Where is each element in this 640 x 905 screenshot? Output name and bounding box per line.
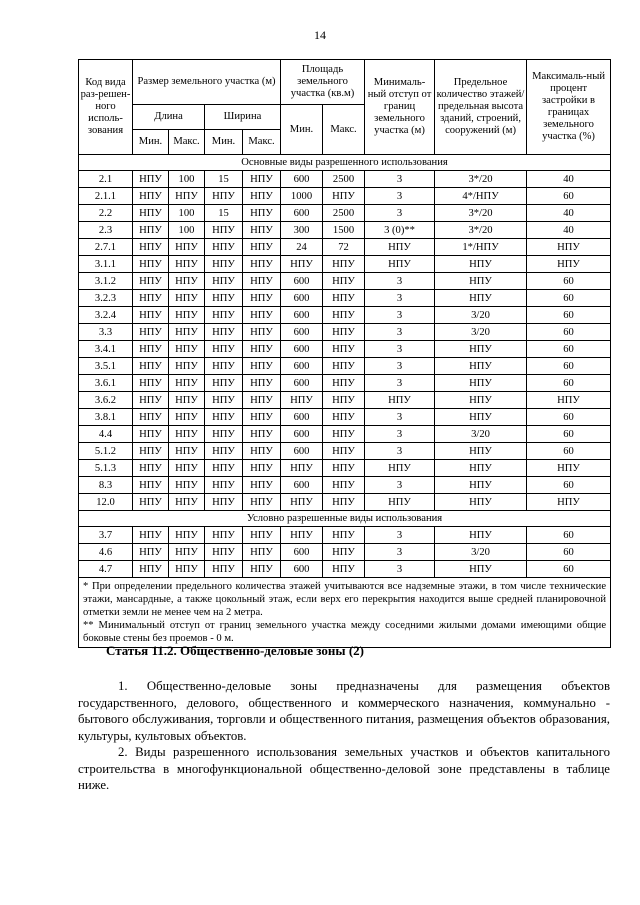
table-cell: НПУ bbox=[365, 460, 435, 477]
table-cell: 3.2.3 bbox=[79, 290, 133, 307]
table-cell: НПУ bbox=[133, 188, 169, 205]
table-row bbox=[79, 239, 611, 256]
table-cell: НПУ bbox=[133, 477, 169, 494]
table-cell: НПУ bbox=[323, 443, 365, 460]
table-cell: 3*/20 bbox=[435, 171, 527, 188]
footnote-2: ** Минимальный отступ от границ земельного участка между соседними жилыми домами имеющими общие боковые стены без проемов - 0 м. bbox=[83, 620, 607, 644]
table-cell: НПУ bbox=[323, 561, 365, 578]
table-cell: НПУ bbox=[281, 460, 323, 477]
table-cell: НПУ bbox=[323, 324, 365, 341]
table-cell: 4*/НПУ bbox=[435, 188, 527, 205]
table-row bbox=[79, 527, 611, 544]
header-code: Код вида раз-решен-ного исполь-зования bbox=[79, 60, 133, 155]
table-cell: НПУ bbox=[435, 477, 527, 494]
table-cell: НПУ bbox=[281, 256, 323, 273]
table-cell: НПУ bbox=[243, 307, 281, 324]
table-cell: НПУ bbox=[243, 375, 281, 392]
table-cell: НПУ bbox=[205, 290, 243, 307]
table-cell: НПУ bbox=[243, 494, 281, 511]
table-cell: НПУ bbox=[205, 443, 243, 460]
table-cell: НПУ bbox=[133, 307, 169, 324]
table-cell: НПУ bbox=[243, 171, 281, 188]
zoning-parameters-table bbox=[78, 59, 611, 648]
table-row bbox=[79, 290, 611, 307]
table-cell: 4.6 bbox=[79, 544, 133, 561]
table-cell: НПУ bbox=[435, 256, 527, 273]
table-cell: НПУ bbox=[323, 188, 365, 205]
table-cell: НПУ bbox=[243, 544, 281, 561]
table-cell: 3 bbox=[365, 205, 435, 222]
table-cell: 12.0 bbox=[79, 494, 133, 511]
table-cell: НПУ bbox=[243, 561, 281, 578]
table-row bbox=[79, 273, 611, 290]
table-cell: 8.3 bbox=[79, 477, 133, 494]
table-cell: НПУ bbox=[133, 426, 169, 443]
table-cell: НПУ bbox=[527, 494, 611, 511]
table-cell: НПУ bbox=[205, 341, 243, 358]
table-cell: НПУ bbox=[169, 290, 205, 307]
table-row bbox=[79, 561, 611, 578]
table-cell: НПУ bbox=[243, 256, 281, 273]
table-cell: 3*/20 bbox=[435, 222, 527, 239]
table-cell: НПУ bbox=[435, 494, 527, 511]
table-cell: 40 bbox=[527, 205, 611, 222]
table-cell: 300 bbox=[281, 222, 323, 239]
table-cell: 3*/20 bbox=[435, 205, 527, 222]
table-cell: НПУ bbox=[205, 494, 243, 511]
table-cell: НПУ bbox=[205, 188, 243, 205]
table-cell: 3 bbox=[365, 324, 435, 341]
table-cell: НПУ bbox=[365, 256, 435, 273]
header-area-min: Мин. bbox=[281, 105, 323, 155]
table-cell: 15 bbox=[205, 171, 243, 188]
table-cell: НПУ bbox=[133, 561, 169, 578]
table-cell: 4.7 bbox=[79, 561, 133, 578]
table-cell: 2.1.1 bbox=[79, 188, 133, 205]
table-cell: НПУ bbox=[243, 426, 281, 443]
table-cell: 3 bbox=[365, 426, 435, 443]
table-cell: 3/20 bbox=[435, 426, 527, 443]
table-cell: 3 bbox=[365, 307, 435, 324]
table-cell: НПУ bbox=[365, 392, 435, 409]
table-cell: НПУ bbox=[435, 290, 527, 307]
table-cell: 600 bbox=[281, 544, 323, 561]
table-cell: НПУ bbox=[243, 477, 281, 494]
table-cell: НПУ bbox=[435, 358, 527, 375]
table-cell: НПУ bbox=[243, 222, 281, 239]
table-cell: 100 bbox=[169, 205, 205, 222]
table-cell: НПУ bbox=[323, 375, 365, 392]
table-cell: НПУ bbox=[323, 527, 365, 544]
table-cell: НПУ bbox=[323, 392, 365, 409]
table-cell: НПУ bbox=[205, 426, 243, 443]
table-cell: НПУ bbox=[323, 256, 365, 273]
table-cell: 3.7 bbox=[79, 527, 133, 544]
table-cell: НПУ bbox=[323, 544, 365, 561]
table-row bbox=[79, 392, 611, 409]
table-cell: НПУ bbox=[243, 188, 281, 205]
table-cell: НПУ bbox=[205, 239, 243, 256]
table-cell: НПУ bbox=[205, 324, 243, 341]
table-cell: НПУ bbox=[205, 392, 243, 409]
table-cell: НПУ bbox=[169, 273, 205, 290]
table-cell: 2.7.1 bbox=[79, 239, 133, 256]
paragraph-2: 2. Виды разрешенного использования земельных участков и объектов капитального строительства в многофункциональной общественно-деловой зоне представлены в таблице ниже. bbox=[78, 745, 610, 792]
table-cell: 3/20 bbox=[435, 544, 527, 561]
table-cell: НПУ bbox=[323, 494, 365, 511]
table-cell: 60 bbox=[527, 273, 611, 290]
table-cell: НПУ bbox=[205, 409, 243, 426]
table-cell: НПУ bbox=[169, 477, 205, 494]
table-cell: НПУ bbox=[435, 443, 527, 460]
table-cell: 60 bbox=[527, 358, 611, 375]
table-cell: НПУ bbox=[281, 392, 323, 409]
table-cell: НПУ bbox=[133, 222, 169, 239]
table-cell: 60 bbox=[527, 341, 611, 358]
table-cell: НПУ bbox=[365, 239, 435, 256]
table-cell: НПУ bbox=[133, 358, 169, 375]
table-cell: НПУ bbox=[243, 341, 281, 358]
table-cell: НПУ bbox=[169, 375, 205, 392]
article-title: Статья 11.2. Общественно-деловые зоны (2) bbox=[106, 643, 364, 658]
article-body bbox=[78, 678, 610, 794]
table-cell: НПУ bbox=[281, 527, 323, 544]
table-cell: 3 bbox=[365, 477, 435, 494]
table-cell: НПУ bbox=[205, 544, 243, 561]
table-cell: 72 bbox=[323, 239, 365, 256]
table-cell: 5.1.2 bbox=[79, 443, 133, 460]
table-cell: НПУ bbox=[323, 460, 365, 477]
table-cell: НПУ bbox=[323, 341, 365, 358]
table-cell: НПУ bbox=[435, 273, 527, 290]
header-width-max: Макс. bbox=[243, 130, 281, 155]
table-cell: НПУ bbox=[323, 358, 365, 375]
table-cell: 600 bbox=[281, 171, 323, 188]
table-cell: 3 bbox=[365, 561, 435, 578]
table-cell: НПУ bbox=[169, 307, 205, 324]
table-cell: НПУ bbox=[323, 426, 365, 443]
table-cell: НПУ bbox=[133, 324, 169, 341]
table-cell: 600 bbox=[281, 273, 323, 290]
page-number: 14 bbox=[314, 28, 326, 42]
header-length: Длина bbox=[133, 105, 205, 130]
table-cell: 100 bbox=[169, 222, 205, 239]
table-row bbox=[79, 409, 611, 426]
table-cell: НПУ bbox=[169, 239, 205, 256]
table-cell: НПУ bbox=[243, 358, 281, 375]
table-cell: НПУ bbox=[205, 527, 243, 544]
table-cell: 600 bbox=[281, 561, 323, 578]
table-cell: 3 bbox=[365, 290, 435, 307]
table-cell: НПУ bbox=[243, 273, 281, 290]
table-cell: 600 bbox=[281, 290, 323, 307]
table-cell: 40 bbox=[527, 171, 611, 188]
table-cell: НПУ bbox=[133, 392, 169, 409]
table-cell: 3.8.1 bbox=[79, 409, 133, 426]
table-cell: 5.1.3 bbox=[79, 460, 133, 477]
table-cell: 600 bbox=[281, 358, 323, 375]
table-cell: НПУ bbox=[435, 561, 527, 578]
table-cell: 3 bbox=[365, 341, 435, 358]
header-area-max: Макс. bbox=[323, 105, 365, 155]
table-row bbox=[79, 188, 611, 205]
table-cell: 60 bbox=[527, 324, 611, 341]
table-cell: 60 bbox=[527, 544, 611, 561]
table-cell: НПУ bbox=[169, 527, 205, 544]
table-row bbox=[79, 205, 611, 222]
table-cell: НПУ bbox=[169, 426, 205, 443]
table-cell: 600 bbox=[281, 341, 323, 358]
table-cell: 60 bbox=[527, 375, 611, 392]
table-cell: 100 bbox=[169, 171, 205, 188]
table-cell: НПУ bbox=[435, 375, 527, 392]
header-width: Ширина bbox=[205, 105, 281, 130]
footnote-1: * При определении предельного количества этажей учитываются все надземные этажи, в том числе технические этажи, мансардные, а также цокольный этаж, если верх его перекрытия находится выше средней планировочной отметки земли не менее чем на 2 метра. bbox=[83, 581, 607, 618]
table-cell: НПУ bbox=[169, 443, 205, 460]
table-cell: НПУ bbox=[365, 494, 435, 511]
table-cell: НПУ bbox=[323, 409, 365, 426]
table-cell: 3 bbox=[365, 409, 435, 426]
table-cell: 60 bbox=[527, 443, 611, 460]
table-row bbox=[79, 460, 611, 477]
table-cell: 600 bbox=[281, 477, 323, 494]
table-cell: НПУ bbox=[205, 273, 243, 290]
table-row bbox=[79, 443, 611, 460]
table-cell: НПУ bbox=[169, 409, 205, 426]
table-row bbox=[79, 256, 611, 273]
table-cell: 60 bbox=[527, 409, 611, 426]
table-cell: 2500 bbox=[323, 205, 365, 222]
table-cell: 2.2 bbox=[79, 205, 133, 222]
table-cell: 3/20 bbox=[435, 307, 527, 324]
table-cell: НПУ bbox=[133, 544, 169, 561]
table-cell: НПУ bbox=[243, 324, 281, 341]
table-cell: НПУ bbox=[169, 392, 205, 409]
table-cell: 60 bbox=[527, 527, 611, 544]
table-cell: 3.1.1 bbox=[79, 256, 133, 273]
table-cell: 3.6.2 bbox=[79, 392, 133, 409]
table-cell: НПУ bbox=[205, 477, 243, 494]
table-row bbox=[79, 222, 611, 239]
table-cell: НПУ bbox=[169, 561, 205, 578]
table-cell: 3.5.1 bbox=[79, 358, 133, 375]
table-cell: 600 bbox=[281, 375, 323, 392]
header-setback: Минималь-ный отступ от границ земельного участка (м) bbox=[365, 60, 435, 155]
table-cell: НПУ bbox=[527, 239, 611, 256]
table-cell: 600 bbox=[281, 409, 323, 426]
table-cell: 60 bbox=[527, 290, 611, 307]
table-cell: НПУ bbox=[435, 341, 527, 358]
table-cell: 3 (0)** bbox=[365, 222, 435, 239]
table-cell: НПУ bbox=[169, 341, 205, 358]
table-cell: 600 bbox=[281, 426, 323, 443]
table-cell: 15 bbox=[205, 205, 243, 222]
table-cell: 3.6.1 bbox=[79, 375, 133, 392]
table-cell: 3.3 bbox=[79, 324, 133, 341]
table-cell: НПУ bbox=[527, 460, 611, 477]
table-cell: НПУ bbox=[133, 205, 169, 222]
table-cell: 1000 bbox=[281, 188, 323, 205]
paragraph-1: 1. Общественно-деловые зоны предназначены для размещения объектов государственного, делового, общественного и коммерческого назначения, коммунально - бытового обслуживания, торговли и общественного питания, размещения объектов образования, культуры, культовых объектов. bbox=[78, 679, 610, 743]
table-cell: НПУ bbox=[205, 375, 243, 392]
table-row bbox=[79, 544, 611, 561]
table-cell: НПУ bbox=[169, 544, 205, 561]
header-plot-size: Размер земельного участка (м) bbox=[133, 60, 281, 105]
table-cell: 600 bbox=[281, 443, 323, 460]
table-cell: НПУ bbox=[323, 290, 365, 307]
table-cell: 2500 bbox=[323, 171, 365, 188]
table-cell: НПУ bbox=[133, 256, 169, 273]
header-coverage: Максималь-ный процент застройки в границах земельного участка (%) bbox=[527, 60, 611, 155]
table-cell: НПУ bbox=[243, 460, 281, 477]
table-cell: 24 bbox=[281, 239, 323, 256]
table-cell: 3.2.4 bbox=[79, 307, 133, 324]
table-row bbox=[79, 307, 611, 324]
section-main-title: Основные виды разрешенного использования bbox=[79, 155, 611, 171]
table-cell: НПУ bbox=[133, 290, 169, 307]
table-cell: 3.1.2 bbox=[79, 273, 133, 290]
table-cell: 1500 bbox=[323, 222, 365, 239]
table-cell: 2.1 bbox=[79, 171, 133, 188]
header-length-min: Мин. bbox=[133, 130, 169, 155]
table-cell: НПУ bbox=[205, 256, 243, 273]
table-cell: НПУ bbox=[133, 239, 169, 256]
table-cell: НПУ bbox=[243, 527, 281, 544]
table-cell: НПУ bbox=[243, 409, 281, 426]
table-cell: НПУ bbox=[169, 188, 205, 205]
table-cell: 60 bbox=[527, 307, 611, 324]
table-cell: НПУ bbox=[205, 307, 243, 324]
table-cell: НПУ bbox=[527, 256, 611, 273]
table-cell: 3.4.1 bbox=[79, 341, 133, 358]
table-cell: НПУ bbox=[133, 409, 169, 426]
table-footnotes bbox=[79, 578, 611, 648]
table-cell: НПУ bbox=[169, 494, 205, 511]
table-cell: 3 bbox=[365, 527, 435, 544]
table-row bbox=[79, 171, 611, 188]
table-cell: 1*/НПУ bbox=[435, 239, 527, 256]
table-cell: НПУ bbox=[133, 341, 169, 358]
table-cell: 60 bbox=[527, 561, 611, 578]
table-cell: НПУ bbox=[527, 392, 611, 409]
table-cell: 40 bbox=[527, 222, 611, 239]
table-row bbox=[79, 426, 611, 443]
table-row bbox=[79, 324, 611, 341]
table-cell: НПУ bbox=[169, 324, 205, 341]
table-cell: 2.3 bbox=[79, 222, 133, 239]
table-cell: НПУ bbox=[243, 239, 281, 256]
table-cell: НПУ bbox=[435, 409, 527, 426]
table-row bbox=[79, 358, 611, 375]
header-floors: Предельное количество этажей/ предельная высота зданий, строений, сооружений (м) bbox=[435, 60, 527, 155]
table-cell: НПУ bbox=[169, 358, 205, 375]
table-row bbox=[79, 341, 611, 358]
table-cell: НПУ bbox=[133, 273, 169, 290]
table-cell: НПУ bbox=[323, 477, 365, 494]
table-cell: НПУ bbox=[133, 171, 169, 188]
table-cell: 600 bbox=[281, 205, 323, 222]
table-cell: НПУ bbox=[205, 460, 243, 477]
table-cell: НПУ bbox=[243, 443, 281, 460]
table-cell: 60 bbox=[527, 477, 611, 494]
table-cell: НПУ bbox=[435, 392, 527, 409]
section-conditional-title: Условно разрешенные виды использования bbox=[79, 511, 611, 527]
table-cell: 60 bbox=[527, 426, 611, 443]
table-cell: 600 bbox=[281, 307, 323, 324]
table-cell: 60 bbox=[527, 188, 611, 205]
table-row bbox=[79, 477, 611, 494]
table-cell: НПУ bbox=[205, 222, 243, 239]
table-cell: НПУ bbox=[133, 443, 169, 460]
table-cell: НПУ bbox=[205, 561, 243, 578]
table-cell: НПУ bbox=[323, 273, 365, 290]
table-cell: 3 bbox=[365, 188, 435, 205]
table-cell: 3/20 bbox=[435, 324, 527, 341]
table-cell: НПУ bbox=[243, 290, 281, 307]
table-cell: НПУ bbox=[435, 460, 527, 477]
header-area: Площадь земельного участка (кв.м) bbox=[281, 60, 365, 105]
table-cell: НПУ bbox=[205, 358, 243, 375]
table-cell: НПУ bbox=[169, 256, 205, 273]
table-cell: НПУ bbox=[133, 494, 169, 511]
table-cell: НПУ bbox=[323, 307, 365, 324]
table-cell: НПУ bbox=[133, 460, 169, 477]
table-cell: 600 bbox=[281, 324, 323, 341]
table-cell: 3 bbox=[365, 443, 435, 460]
table-row bbox=[79, 375, 611, 392]
table-cell: НПУ bbox=[243, 392, 281, 409]
table-cell: НПУ bbox=[133, 527, 169, 544]
table-cell: НПУ bbox=[133, 375, 169, 392]
table-cell: 3 bbox=[365, 273, 435, 290]
table-cell: 4.4 bbox=[79, 426, 133, 443]
table-cell: НПУ bbox=[281, 494, 323, 511]
table-cell: 3 bbox=[365, 375, 435, 392]
header-width-min: Мин. bbox=[205, 130, 243, 155]
table-cell: 3 bbox=[365, 358, 435, 375]
table-cell: 3 bbox=[365, 544, 435, 561]
table-row bbox=[79, 494, 611, 511]
table-cell: 3 bbox=[365, 171, 435, 188]
header-length-max: Макс. bbox=[169, 130, 205, 155]
table-cell: НПУ bbox=[435, 527, 527, 544]
table-cell: НПУ bbox=[243, 205, 281, 222]
table-cell: НПУ bbox=[169, 460, 205, 477]
